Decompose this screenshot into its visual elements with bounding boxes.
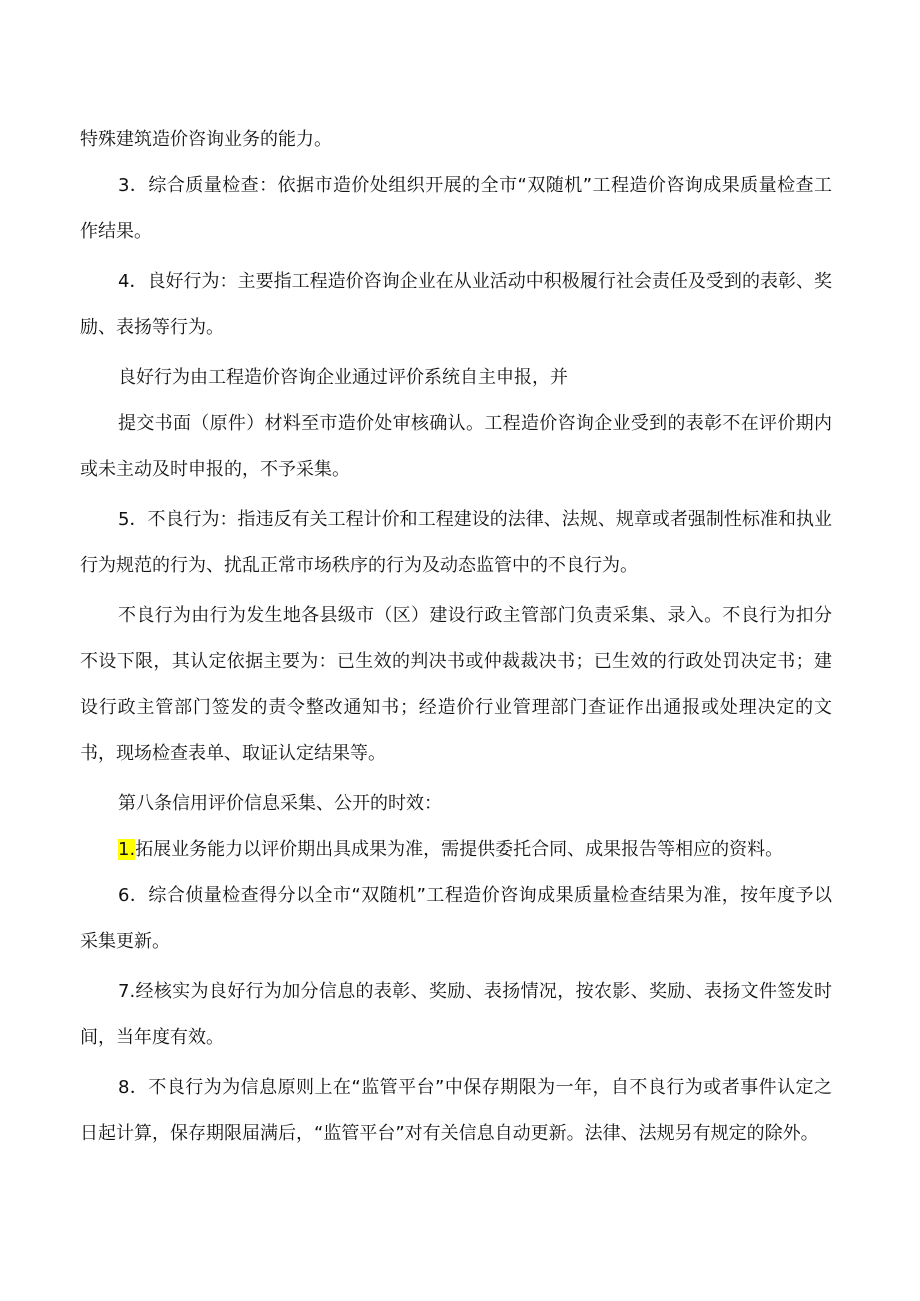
paragraph-item-7-good-behavior-validity: 7.经核实为良好行为加分信息的表彰、奖励、表扬情况，按农影、奖励、表扬文件签发时间，当年度有效。 xyxy=(80,981,832,1048)
paragraph-good-behavior-materials: 提交书面（原件）材料至市造价处审核确认。工程造价咨询企业受到的表彰不在评价期内或未主动及时申报的，不予采集。 xyxy=(80,413,832,480)
paragraph-item-1-business-ability xyxy=(118,827,832,873)
paragraph-item-1-text: 拓展业务能力以评价期出具成果为准，需提供委托合同、成果报告等相应的资料。 xyxy=(135,839,784,860)
paragraph-item-5-bad-behavior: 5．不良行为：指违反有关工程计价和工程建设的法律、法规、规章或者强制性标准和执业行为规范的行为、扰乱正常市场秩序的行为及动态监管中的不良行为。 xyxy=(80,509,832,576)
paragraph-item-3-quality-check: 3．综合质量检查：依据市造价处组织开展的全市“双随机”工程造价咨询成果质量检查工作结果。 xyxy=(80,175,832,242)
paragraph-good-behavior-declare: 良好行为由工程造价咨询企业通过评价系统自主申报，并 xyxy=(118,367,568,388)
paragraph-item-4-good-behavior: 4．良好行为：主要指工程造价咨询企业在从业活动中积极履行社会责任及受到的表彰、奖励、表扬等行为。 xyxy=(80,271,832,338)
paragraph-ability: 特殊建筑造价咨询业务的能力。 xyxy=(80,129,332,150)
paragraph-item-6-quality-score: 6．综合侦量检查得分以全市“双随机”工程造价咨询成果质量检查结果为准，按年度予以采集更新。 xyxy=(80,885,832,952)
paragraph-bad-behavior-collection: 不良行为由行为发生地各县级市（区）建设行政主管部门负责采集、录入。不良行为扣分不设下限，其认定依据主要为：已生效的判决书或仲裁裁决书；已生效的行政处罚决定书；建设行政主管部门签发的责令整改通知书；经造价行业管理部门查证作出通报或处理决定的文书，现场检查表单、取证认定结果等。 xyxy=(80,605,832,764)
highlighted-list-marker: 1. xyxy=(118,839,136,860)
paragraph-article-8-heading: 第八条信用评价信息采集、公开的时效： xyxy=(118,793,442,814)
paragraph-item-8-bad-behavior-retention: 8．不良行为为信息原则上在“监管平台”中保存期限为一年，自不良行为或者事件认定之日起计算，保存期限届满后，“监管平台”对有关信息自动更新。法律、法规另有规定的除外。 xyxy=(80,1077,832,1144)
